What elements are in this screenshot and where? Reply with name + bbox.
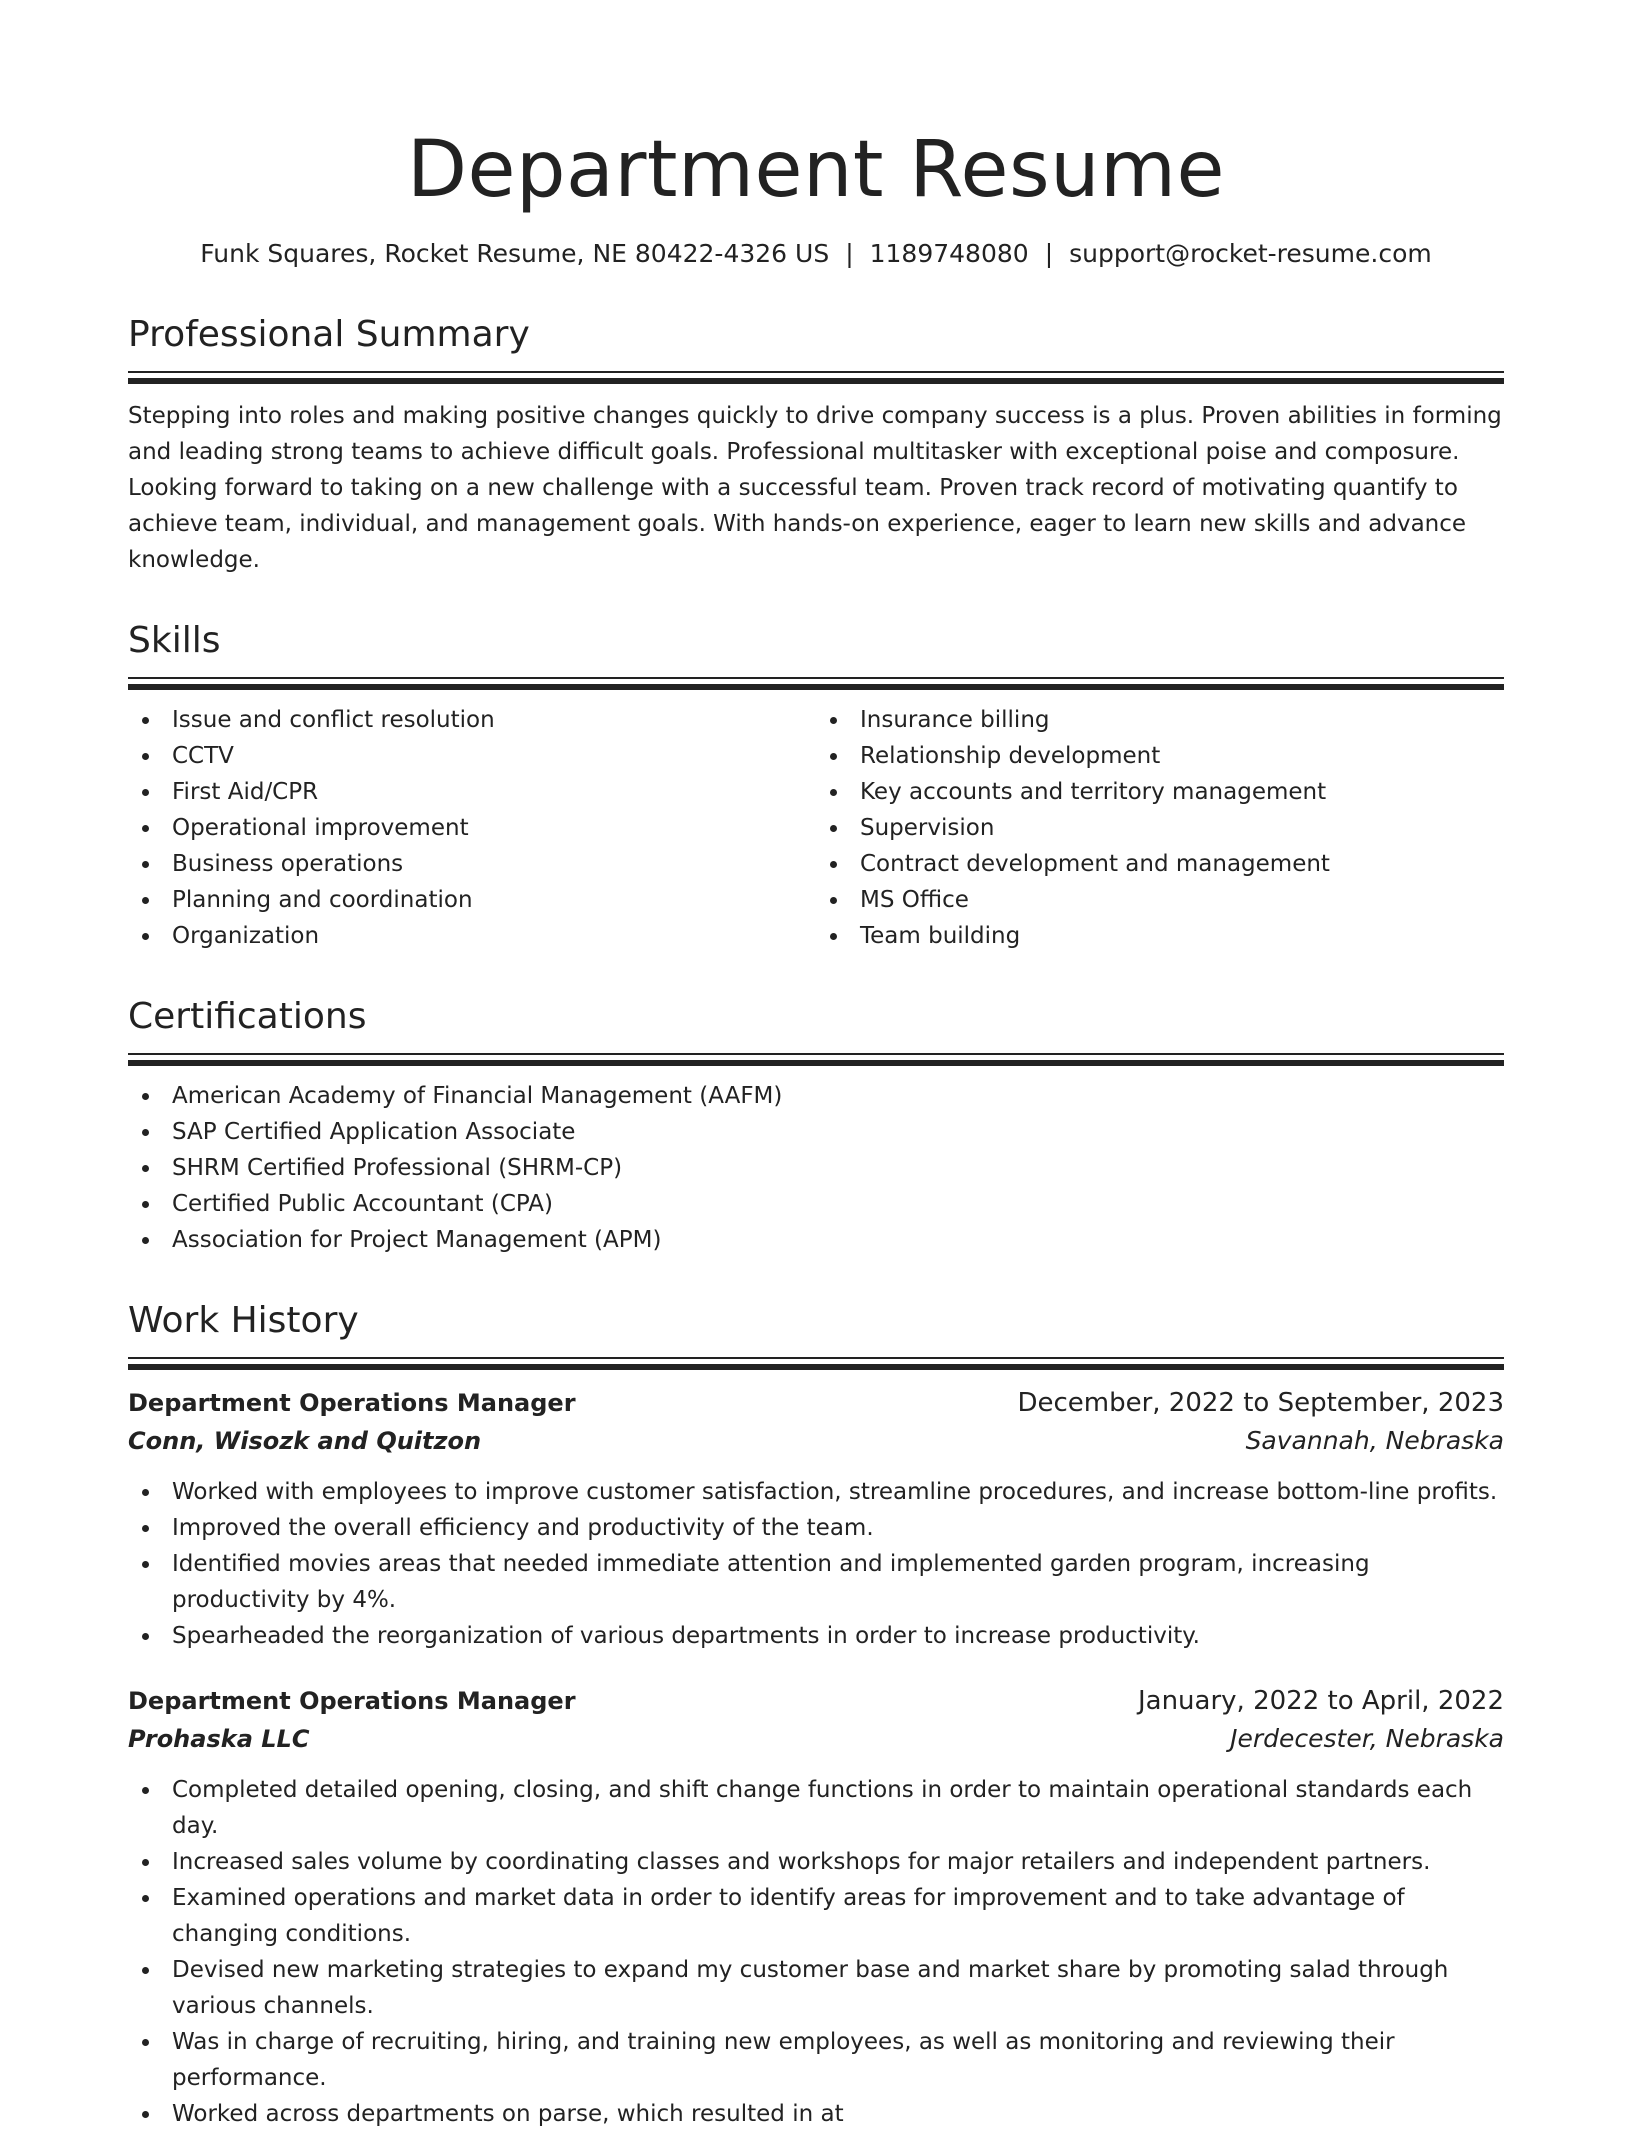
job-company-row bbox=[128, 1720, 1504, 1758]
resume-name: Department Resume bbox=[406, 125, 1226, 215]
contact-separator: | bbox=[1044, 239, 1054, 268]
skill-item: CCTV bbox=[128, 738, 816, 774]
certifications-heading: Certifications bbox=[128, 996, 367, 1037]
contact-address: Funk Squares, Rocket Resume, NE 80422-4326 US bbox=[200, 239, 830, 268]
certifications-section bbox=[128, 994, 1504, 1258]
job-title: Department Operations Manager bbox=[128, 1687, 576, 1715]
skills-columns bbox=[128, 702, 1504, 954]
job-bullets bbox=[128, 1772, 1504, 2132]
certification-item: Certified Public Accountant (CPA) bbox=[128, 1186, 1504, 1222]
summary-section bbox=[128, 312, 1504, 578]
certifications-list bbox=[128, 1078, 1504, 1258]
skill-item: MS Office bbox=[816, 882, 1504, 918]
certification-item: Association for Project Management (APM) bbox=[128, 1222, 1504, 1258]
job-bullet: Devised new marketing strategies to expand my customer base and market share by promoting salad through various channels. bbox=[128, 1952, 1504, 2024]
certification-item: SHRM Certified Professional (SHRM-CP) bbox=[128, 1150, 1504, 1186]
contact-separator: | bbox=[845, 239, 854, 268]
summary-heading: Professional Summary bbox=[128, 314, 530, 355]
certification-item: American Academy of Financial Management (AAFM) bbox=[128, 1078, 1504, 1114]
skill-item: Contract development and management bbox=[816, 846, 1504, 882]
resume-page bbox=[128, 0, 1504, 2132]
job-entry bbox=[128, 1682, 1504, 2132]
job-header-row bbox=[128, 1384, 1504, 1422]
section-divider bbox=[128, 1357, 1504, 1370]
section-divider bbox=[128, 1053, 1504, 1066]
job-bullet: Was in charge of recruiting, hiring, and training new employees, as well as monitoring and reviewing their performance. bbox=[128, 2024, 1504, 2096]
job-dates: January, 2022 to April, 2022 bbox=[1137, 1686, 1504, 1716]
job-bullet: Identified movies areas that needed immediate attention and implemented garden program, increasing productivity by 4%. bbox=[128, 1546, 1504, 1618]
skill-item: Relationship development bbox=[816, 738, 1504, 774]
skill-item: Supervision bbox=[816, 810, 1504, 846]
job-dates: December, 2022 to September, 2023 bbox=[1017, 1388, 1504, 1418]
skill-item: Business operations bbox=[128, 846, 816, 882]
job-location: Savannah, Nebraska bbox=[1245, 1426, 1504, 1455]
skills-section bbox=[128, 618, 1504, 954]
skills-heading: Skills bbox=[128, 620, 221, 661]
skill-item: Organization bbox=[128, 918, 816, 954]
job-bullet: Spearheaded the reorganization of various departments in order to increase productivity. bbox=[128, 1618, 1504, 1654]
job-header-row bbox=[128, 1682, 1504, 1720]
skill-item: Team building bbox=[816, 918, 1504, 954]
contact-email[interactable]: support@rocket-resume.com bbox=[1069, 239, 1432, 268]
skill-item: Key accounts and territory management bbox=[816, 774, 1504, 810]
skill-item: Planning and coordination bbox=[128, 882, 816, 918]
skill-item: First Aid/CPR bbox=[128, 774, 816, 810]
section-divider bbox=[128, 677, 1504, 690]
certification-item: SAP Certified Application Associate bbox=[128, 1114, 1504, 1150]
work-history-section bbox=[128, 1298, 1504, 2132]
skills-list-left bbox=[128, 702, 816, 954]
job-bullet: Completed detailed opening, closing, and shift change functions in order to maintain operational standards each day. bbox=[128, 1772, 1504, 1844]
job-bullet: Increased sales volume by coordinating classes and workshops for major retailers and independent partners. bbox=[128, 1844, 1504, 1880]
job-location: Jerdecester, Nebraska bbox=[1230, 1724, 1504, 1753]
skills-list-right bbox=[816, 702, 1504, 954]
job-company: Conn, Wisozk and Quitzon bbox=[128, 1427, 482, 1455]
job-entry bbox=[128, 1384, 1504, 1654]
job-bullet: Worked across departments on parse, which resulted in at bbox=[128, 2096, 1504, 2132]
section-divider bbox=[128, 371, 1504, 384]
summary-text: Stepping into roles and making positive changes quickly to drive company success is a plus. Proven abilities in forming and leading strong teams to achieve difficult goals. Professional multitasker with exceptional poise and composure. Looking forward to taking on a new challenge with a successful team. Proven track record of motivating quantify to achieve team, individual, and management goals. With hands-on experience, eager to learn new skills and advance knowledge. bbox=[128, 403, 1502, 573]
skill-item: Operational improvement bbox=[128, 810, 816, 846]
job-bullets bbox=[128, 1474, 1504, 1654]
contact-line bbox=[128, 236, 1504, 272]
job-bullet: Examined operations and market data in order to identify areas for improvement and to take advantage of changing conditions. bbox=[128, 1880, 1504, 1952]
job-bullet: Improved the overall efficiency and productivity of the team. bbox=[128, 1510, 1504, 1546]
job-bullet: Worked with employees to improve customer satisfaction, streamline procedures, and increase bottom-line profits. bbox=[128, 1474, 1504, 1510]
job-company: Prohaska LLC bbox=[128, 1725, 310, 1753]
job-company-row bbox=[128, 1422, 1504, 1460]
contact-phone: 1189748080 bbox=[869, 239, 1029, 268]
work-history-heading: Work History bbox=[128, 1300, 359, 1341]
skill-item: Issue and conflict resolution bbox=[128, 702, 816, 738]
job-title: Department Operations Manager bbox=[128, 1389, 576, 1417]
skill-item: Insurance billing bbox=[816, 702, 1504, 738]
